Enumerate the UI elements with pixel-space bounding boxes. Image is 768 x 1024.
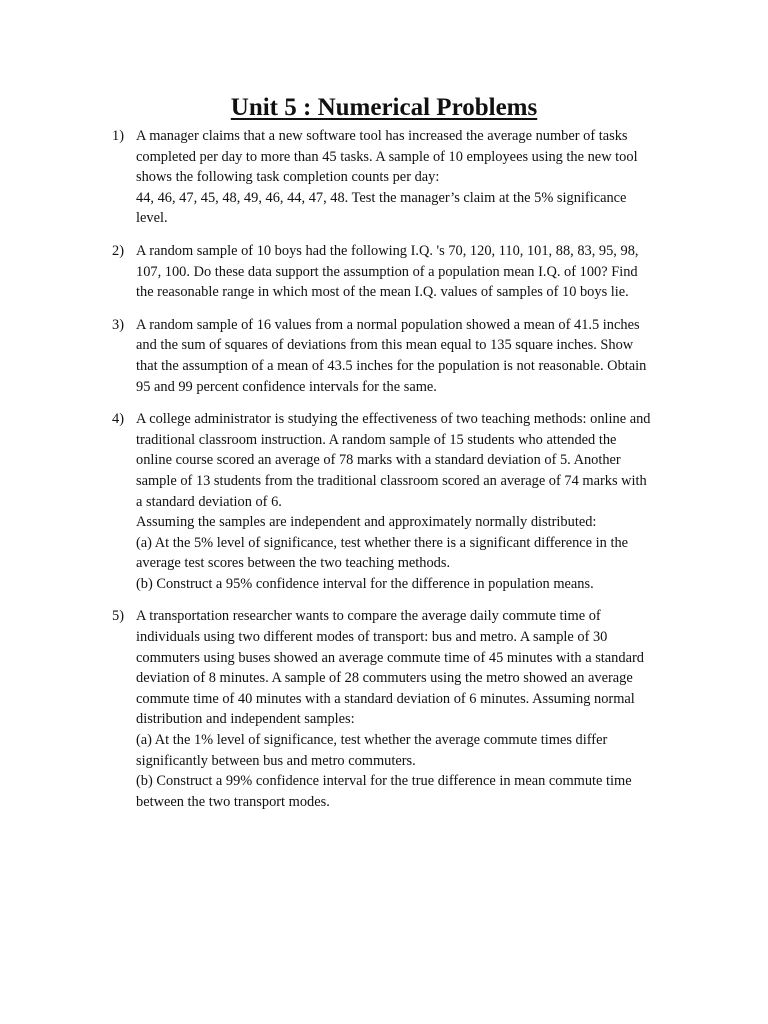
problem-text-line: online course scored an average of 78 marks with a standard deviation of 5. Another: [136, 452, 621, 469]
problem-item: [112, 241, 682, 303]
problem-text-line: Assuming the samples are independent and approximately normally distributed:: [136, 514, 597, 531]
problem-item: [112, 409, 682, 594]
problem-item: [112, 315, 682, 397]
problem-text-line: 95 and 99 percent confidence intervals for the same.: [136, 378, 437, 395]
problem-text-line: (a) At the 1% level of significance, test whether the average commute times differ: [136, 732, 608, 749]
problem-number: 5): [112, 608, 124, 625]
problem-list: [112, 126, 682, 824]
problem-text-line: distribution and independent samples:: [136, 711, 355, 728]
problem-text-line: commuters using buses showed an average commute time of 45 minutes with a standard: [136, 649, 644, 666]
problem-text-line: A transportation researcher wants to compare the average daily commute time of: [136, 608, 601, 625]
problem-text-line: sample of 13 students from the traditional classroom scored an average of 74 marks with: [136, 472, 647, 489]
problem-text-line: a standard deviation of 6.: [136, 493, 282, 510]
problem-text-line: that the assumption of a mean of 43.5 inches for the population is not reasonable. Obtain: [136, 357, 647, 374]
problem-item: [112, 606, 682, 812]
problem-text-line: A random sample of 10 boys had the following I.Q. 's 70, 120, 110, 101, 88, 83, 95, 98,: [136, 242, 639, 259]
problem-text-line: average test scores between the two teaching methods.: [136, 555, 451, 572]
problem-text-line: (b) Construct a 99% confidence interval for the true difference in mean commute time: [136, 773, 632, 790]
problem-text-line: (b) Construct a 95% confidence interval for the difference in population means.: [136, 575, 594, 592]
problem-text-line: traditional classroom instruction. A random sample of 15 students who attended the: [136, 431, 617, 448]
problem-number: 4): [112, 411, 124, 428]
problem-text-line: 44, 46, 47, 45, 48, 49, 46, 44, 47, 48. Test the manager’s claim at the 5% significance: [136, 189, 627, 206]
problem-number: 3): [112, 316, 124, 333]
problem-text-line: shows the following task completion counts per day:: [136, 169, 440, 186]
problem-text-line: (a) At the 5% level of significance, test whether there is a significant difference in the: [136, 534, 629, 551]
problem-item: [112, 126, 682, 229]
problem-number: 2): [112, 242, 124, 259]
problem-text-line: and the sum of squares of deviations from this mean equal to 135 square inches. Show: [136, 337, 634, 354]
problem-text-line: significantly between bus and metro commuters.: [136, 752, 416, 769]
problem-text-line: commute time of 40 minutes with a standard deviation of 6 minutes. Assuming normal: [136, 690, 635, 707]
problem-text-line: deviation of 8 minutes. A sample of 28 commuters using the metro showed an average: [136, 670, 633, 687]
problem-text-line: individuals using two different modes of transport: bus and metro. A sample of 30: [136, 629, 608, 646]
problem-text-line: completed per day to more than 45 tasks. A sample of 10 employees using the new tool: [136, 148, 638, 165]
problem-text-line: the reasonable range in which most of the mean I.Q. values of samples of 10 boys lie.: [136, 284, 629, 301]
problem-number: 1): [112, 128, 124, 144]
problem-text-line: 107, 100. Do these data support the assumption of a population mean I.Q. of 100? Find: [136, 263, 638, 280]
problem-text-line: level.: [136, 210, 168, 227]
problem-text-line: A manager claims that a new software tool has increased the average number of tasks: [136, 128, 628, 144]
page-title: Unit 5 : Numerical Problems: [230, 94, 538, 121]
problem-text-line: A random sample of 16 values from a normal population showed a mean of 41.5 inches: [136, 316, 640, 333]
problem-text-line: between the two transport modes.: [136, 793, 330, 810]
problem-text-line: A college administrator is studying the effectiveness of two teaching methods: online and: [136, 411, 651, 428]
